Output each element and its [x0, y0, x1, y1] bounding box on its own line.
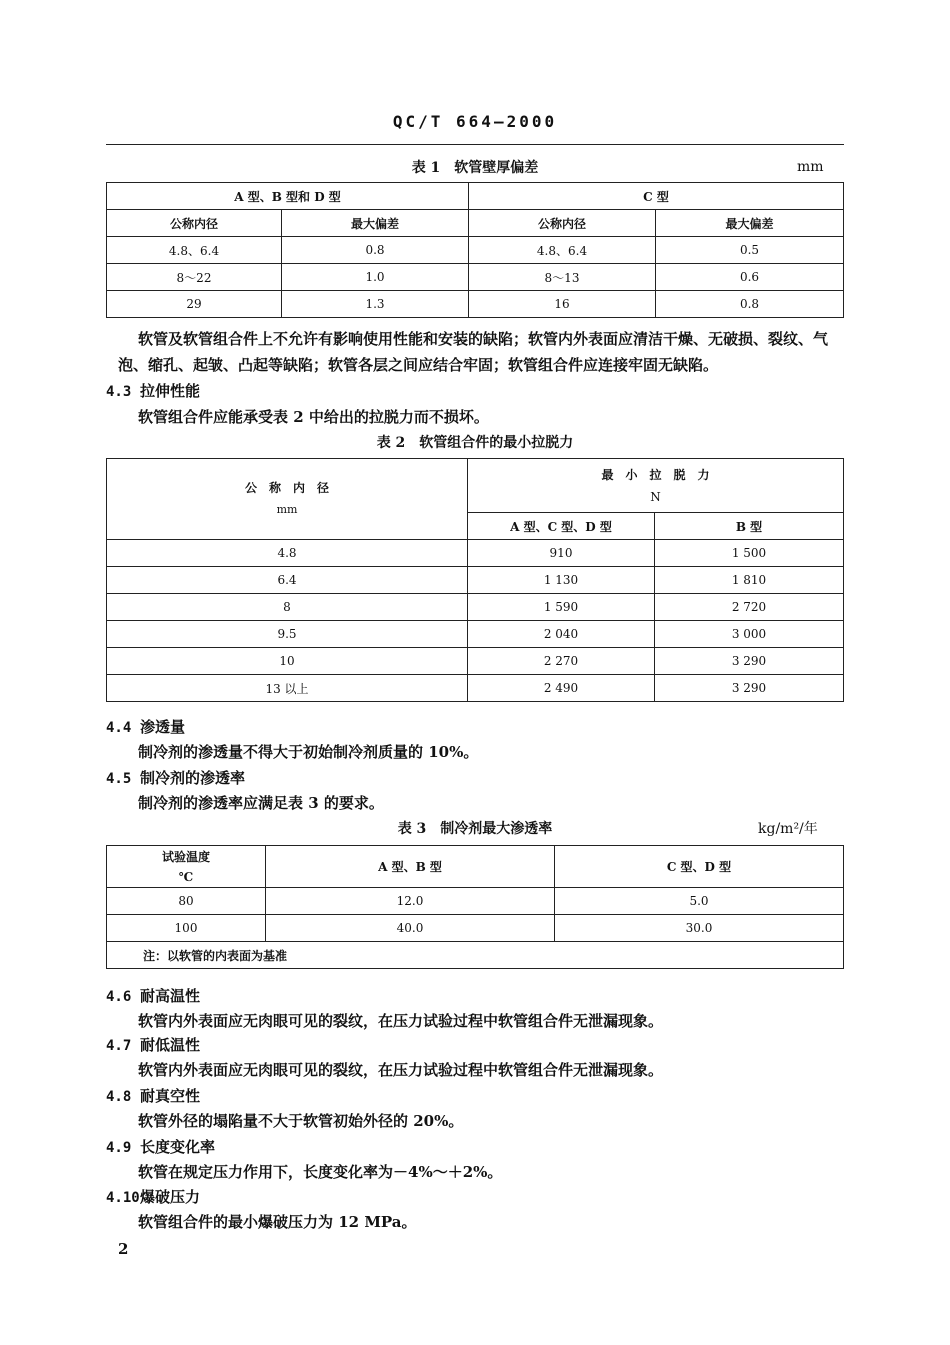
table1-header-maxdev-c: 最大偏差	[656, 210, 844, 237]
table-cell: 9.5	[107, 621, 468, 648]
table-cell: 8～22	[107, 264, 282, 291]
section-4-5-heading	[106, 767, 245, 788]
table-row	[107, 264, 844, 291]
table1	[106, 182, 844, 318]
table-cell: 0.8	[656, 291, 844, 318]
table3-header-temp	[107, 846, 266, 888]
table2-nominal-label: 公 称 内 径	[244, 481, 329, 495]
table-row	[107, 540, 844, 567]
table-cell: 3 000	[655, 621, 844, 648]
table-cell: 1 810	[655, 567, 844, 594]
section-title: 耐高温性	[140, 987, 201, 1005]
table2-nominal-unit: mm	[276, 503, 298, 516]
table3-caption: 表 3 制冷剂最大渗透率	[397, 821, 553, 837]
section-title: 耐真空性	[140, 1087, 201, 1105]
section-number: 4.10	[106, 1190, 140, 1206]
table1-header-nominal-c: 公称内径	[469, 210, 656, 237]
table2-header-force	[468, 459, 844, 513]
table-row	[107, 648, 844, 675]
table3-temp-unit: ℃	[178, 869, 194, 884]
table-row	[107, 621, 844, 648]
section-4-7-text: 软管内外表面应无肉眼可见的裂纹，在压力试验过程中软管组合件无泄漏现象。	[138, 1061, 664, 1079]
page-number: 2	[118, 1240, 129, 1258]
table2-force-unit: N	[650, 489, 661, 504]
table-row	[107, 291, 844, 318]
table1-header-maxdev-a: 最大偏差	[282, 210, 469, 237]
document-code: QC/T 664—2000	[392, 112, 558, 131]
table-cell: 4.8	[107, 540, 468, 567]
section-number: 4.7	[106, 1038, 132, 1054]
table-cell: 2 040	[468, 621, 655, 648]
table-cell: 3 290	[655, 675, 844, 702]
table2-caption: 表 2 软管组合件的最小拉脱力	[376, 435, 574, 451]
table3-header-cd: C 型、D 型	[555, 846, 844, 888]
table-cell: 5.0	[555, 888, 844, 915]
section-4-6-heading	[106, 985, 200, 1006]
table-cell: 40.0	[266, 915, 555, 942]
section-4-8-heading	[106, 1085, 200, 1106]
table-cell: 2 490	[468, 675, 655, 702]
table-cell: 4.8、6.4	[469, 237, 656, 264]
table-row	[107, 915, 844, 942]
table-cell: 0.6	[656, 264, 844, 291]
table-cell: 0.8	[282, 237, 469, 264]
table-row	[107, 594, 844, 621]
table-row	[107, 567, 844, 594]
table-cell: 8～13	[469, 264, 656, 291]
table1-header-nominal-a: 公称内径	[107, 210, 282, 237]
table3-header-ab: A 型、B 型	[266, 846, 555, 888]
table1-caption: 表 1 软管壁厚偏差	[411, 160, 539, 176]
section-4-9-text: 软管在规定压力作用下，长度变化率为－4%～＋2%。	[138, 1163, 503, 1181]
table-cell: 6.4	[107, 567, 468, 594]
table-cell: 910	[468, 540, 655, 567]
table2-header-acd: A 型、C 型、D 型	[468, 513, 655, 540]
section-4-8-text: 软管外径的塌陷量不大于软管初始外径的 20%。	[138, 1112, 464, 1130]
table-cell: 2 270	[468, 648, 655, 675]
table-cell: 16	[469, 291, 656, 318]
section-number: 4.4	[106, 720, 132, 736]
table-cell: 0.5	[656, 237, 844, 264]
section-4-10-text: 软管组合件的最小爆破压力为 12 MPa。	[138, 1213, 417, 1231]
header-rule	[106, 144, 844, 145]
table1-group-c: C 型	[469, 183, 844, 210]
section-title: 拉伸性能	[140, 382, 201, 400]
table2-header-nominal	[107, 459, 468, 540]
section-4-4-heading	[106, 716, 185, 737]
table-cell: 80	[107, 888, 266, 915]
section-4-10-heading	[106, 1186, 200, 1207]
section-title: 渗透量	[140, 718, 186, 736]
table-cell: 30.0	[555, 915, 844, 942]
section-number: 4.6	[106, 989, 132, 1005]
section-number: 4.9	[106, 1140, 132, 1156]
table-cell: 100	[107, 915, 266, 942]
table1-unit: mm	[797, 159, 824, 175]
table2-force-label: 最 小 拉 脱 力	[601, 467, 710, 482]
section-title: 耐低温性	[140, 1036, 201, 1054]
table3-temp-label: 试验温度	[161, 849, 210, 864]
table-cell: 8	[107, 594, 468, 621]
table3	[106, 845, 844, 969]
table-cell: 12.0	[266, 888, 555, 915]
table-cell: 1 500	[655, 540, 844, 567]
table-cell: 10	[107, 648, 468, 675]
section-4-6-text: 软管内外表面应无肉眼可见的裂纹，在压力试验过程中软管组合件无泄漏现象。	[138, 1012, 664, 1030]
section-number: 4.8	[106, 1089, 132, 1105]
section-number: 4.5	[106, 771, 132, 787]
table-row	[107, 237, 844, 264]
section-4-9-heading	[106, 1136, 215, 1157]
table-cell: 29	[107, 291, 282, 318]
table-cell: 3 290	[655, 648, 844, 675]
section-number: 4.3	[106, 384, 132, 400]
section-4-5-text: 制冷剂的渗透率应满足表 3 的要求。	[138, 794, 384, 812]
table-cell: 1.0	[282, 264, 469, 291]
section-4-4-text: 制冷剂的渗透量不得大于初始制冷剂质量的 10%。	[138, 743, 479, 761]
table3-unit: kg/m²/年	[758, 821, 818, 837]
table2-header-b: B 型	[655, 513, 844, 540]
table1-group-a: A 型、B 型和 D 型	[107, 183, 469, 210]
paragraph-defects: 软管及软管组合件上不允许有影响使用性能和安装的缺陷；软管内外表面应清洁干燥、无破损、裂纹、气泡、缩孔、起皱、凸起等缺陷；软管各层之间应结合牢固；软管组合件应连接牢固无缺陷。	[118, 330, 829, 374]
table-row	[107, 888, 844, 915]
table3-note: 注：以软管的内表面为基准	[107, 942, 844, 969]
table-cell: 1 590	[468, 594, 655, 621]
table2	[106, 458, 844, 702]
table-cell: 1.3	[282, 291, 469, 318]
table-row	[107, 675, 844, 702]
section-4-3-text: 软管组合件应能承受表 2 中给出的拉脱力而不损坏。	[138, 408, 489, 426]
section-4-3-heading	[106, 380, 200, 401]
table-cell: 2 720	[655, 594, 844, 621]
section-title: 制冷剂的渗透率	[140, 769, 246, 787]
section-4-7-heading	[106, 1034, 200, 1055]
section-title: 爆破压力	[140, 1188, 201, 1206]
section-title: 长度变化率	[140, 1138, 216, 1156]
table-cell: 1 130	[468, 567, 655, 594]
table-cell: 4.8、6.4	[107, 237, 282, 264]
table-cell: 13 以上	[107, 675, 468, 702]
